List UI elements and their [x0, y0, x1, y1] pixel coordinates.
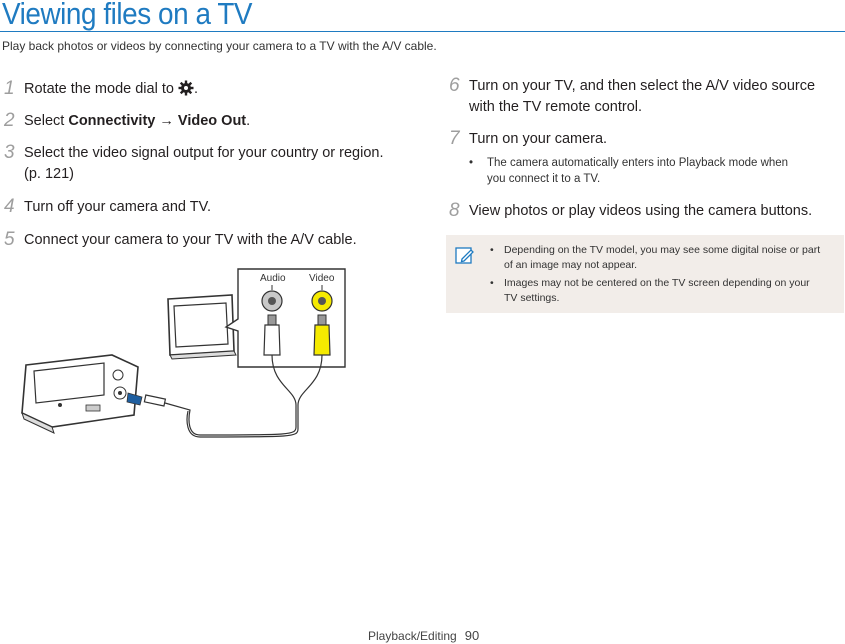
bullet-dot: • [490, 277, 494, 289]
step-2 [4, 111, 250, 132]
video-label: Video [309, 273, 335, 284]
step-text: Select the video signal output for your country or region. (p. 121) [24, 145, 384, 182]
step-number: 6 [449, 75, 460, 96]
camera-illustration [22, 355, 142, 433]
step-number: 2 [4, 110, 15, 131]
bullet-dot: • [469, 157, 474, 169]
page-title: Viewing files on a TV [2, 0, 253, 31]
note-text: Depending on the TV model, you may see some digital noise or part of an image may not appear. [504, 244, 821, 271]
step-number: 3 [4, 142, 15, 163]
menu-video-out: Video Out [177, 113, 247, 129]
page-number: 90 [464, 628, 480, 643]
page-subtitle: Play back photos or videos by connecting your camera to a TV with the A/V cable. [2, 39, 437, 53]
step-4 [4, 197, 211, 218]
menu-connectivity: Connectivity [68, 113, 156, 129]
step-7-bullet [469, 155, 788, 187]
step-1 [4, 79, 198, 103]
audio-label: Audio [260, 273, 286, 284]
bullet-dot: • [490, 244, 494, 256]
av-connection-illustration [0, 255, 400, 440]
step-number: 7 [449, 128, 460, 149]
step-text: View photos or play videos using the camera buttons. [469, 203, 813, 219]
step-text: Turn off your camera and TV. [24, 199, 211, 215]
note-bullet-1 [490, 243, 820, 273]
step-3 [4, 143, 383, 185]
title-divider [0, 31, 845, 32]
step-text: Connect your camera to your TV with the A/V cable. [24, 232, 357, 248]
step-7 [449, 129, 607, 150]
footer-section: Playback/Editing [368, 629, 457, 643]
note-pencil-icon [455, 247, 475, 265]
step-text: Select Connectivity → Video Out. [24, 113, 251, 129]
bullet-text: The camera automatically enters into Playback mode when you connect it to a TV. [487, 157, 789, 185]
step-number: 1 [4, 78, 15, 99]
step-text: Turn on your TV, and then select the A/V video source with the TV remote control. [469, 78, 816, 115]
step-number: 4 [4, 196, 15, 217]
step-text: Turn on your camera. [469, 131, 608, 147]
note-text: Images may not be centered on the TV screen depending on your TV settings. [504, 277, 810, 304]
step-8 [449, 201, 812, 222]
step-number: 8 [449, 200, 460, 221]
step-number: 5 [4, 229, 15, 250]
page-footer [368, 628, 479, 643]
note-bullet-2 [490, 276, 810, 306]
step-text: Rotate the mode dial to . [24, 79, 198, 103]
step-6 [449, 76, 815, 118]
settings-gear-icon [178, 80, 194, 103]
step-5 [4, 230, 357, 251]
